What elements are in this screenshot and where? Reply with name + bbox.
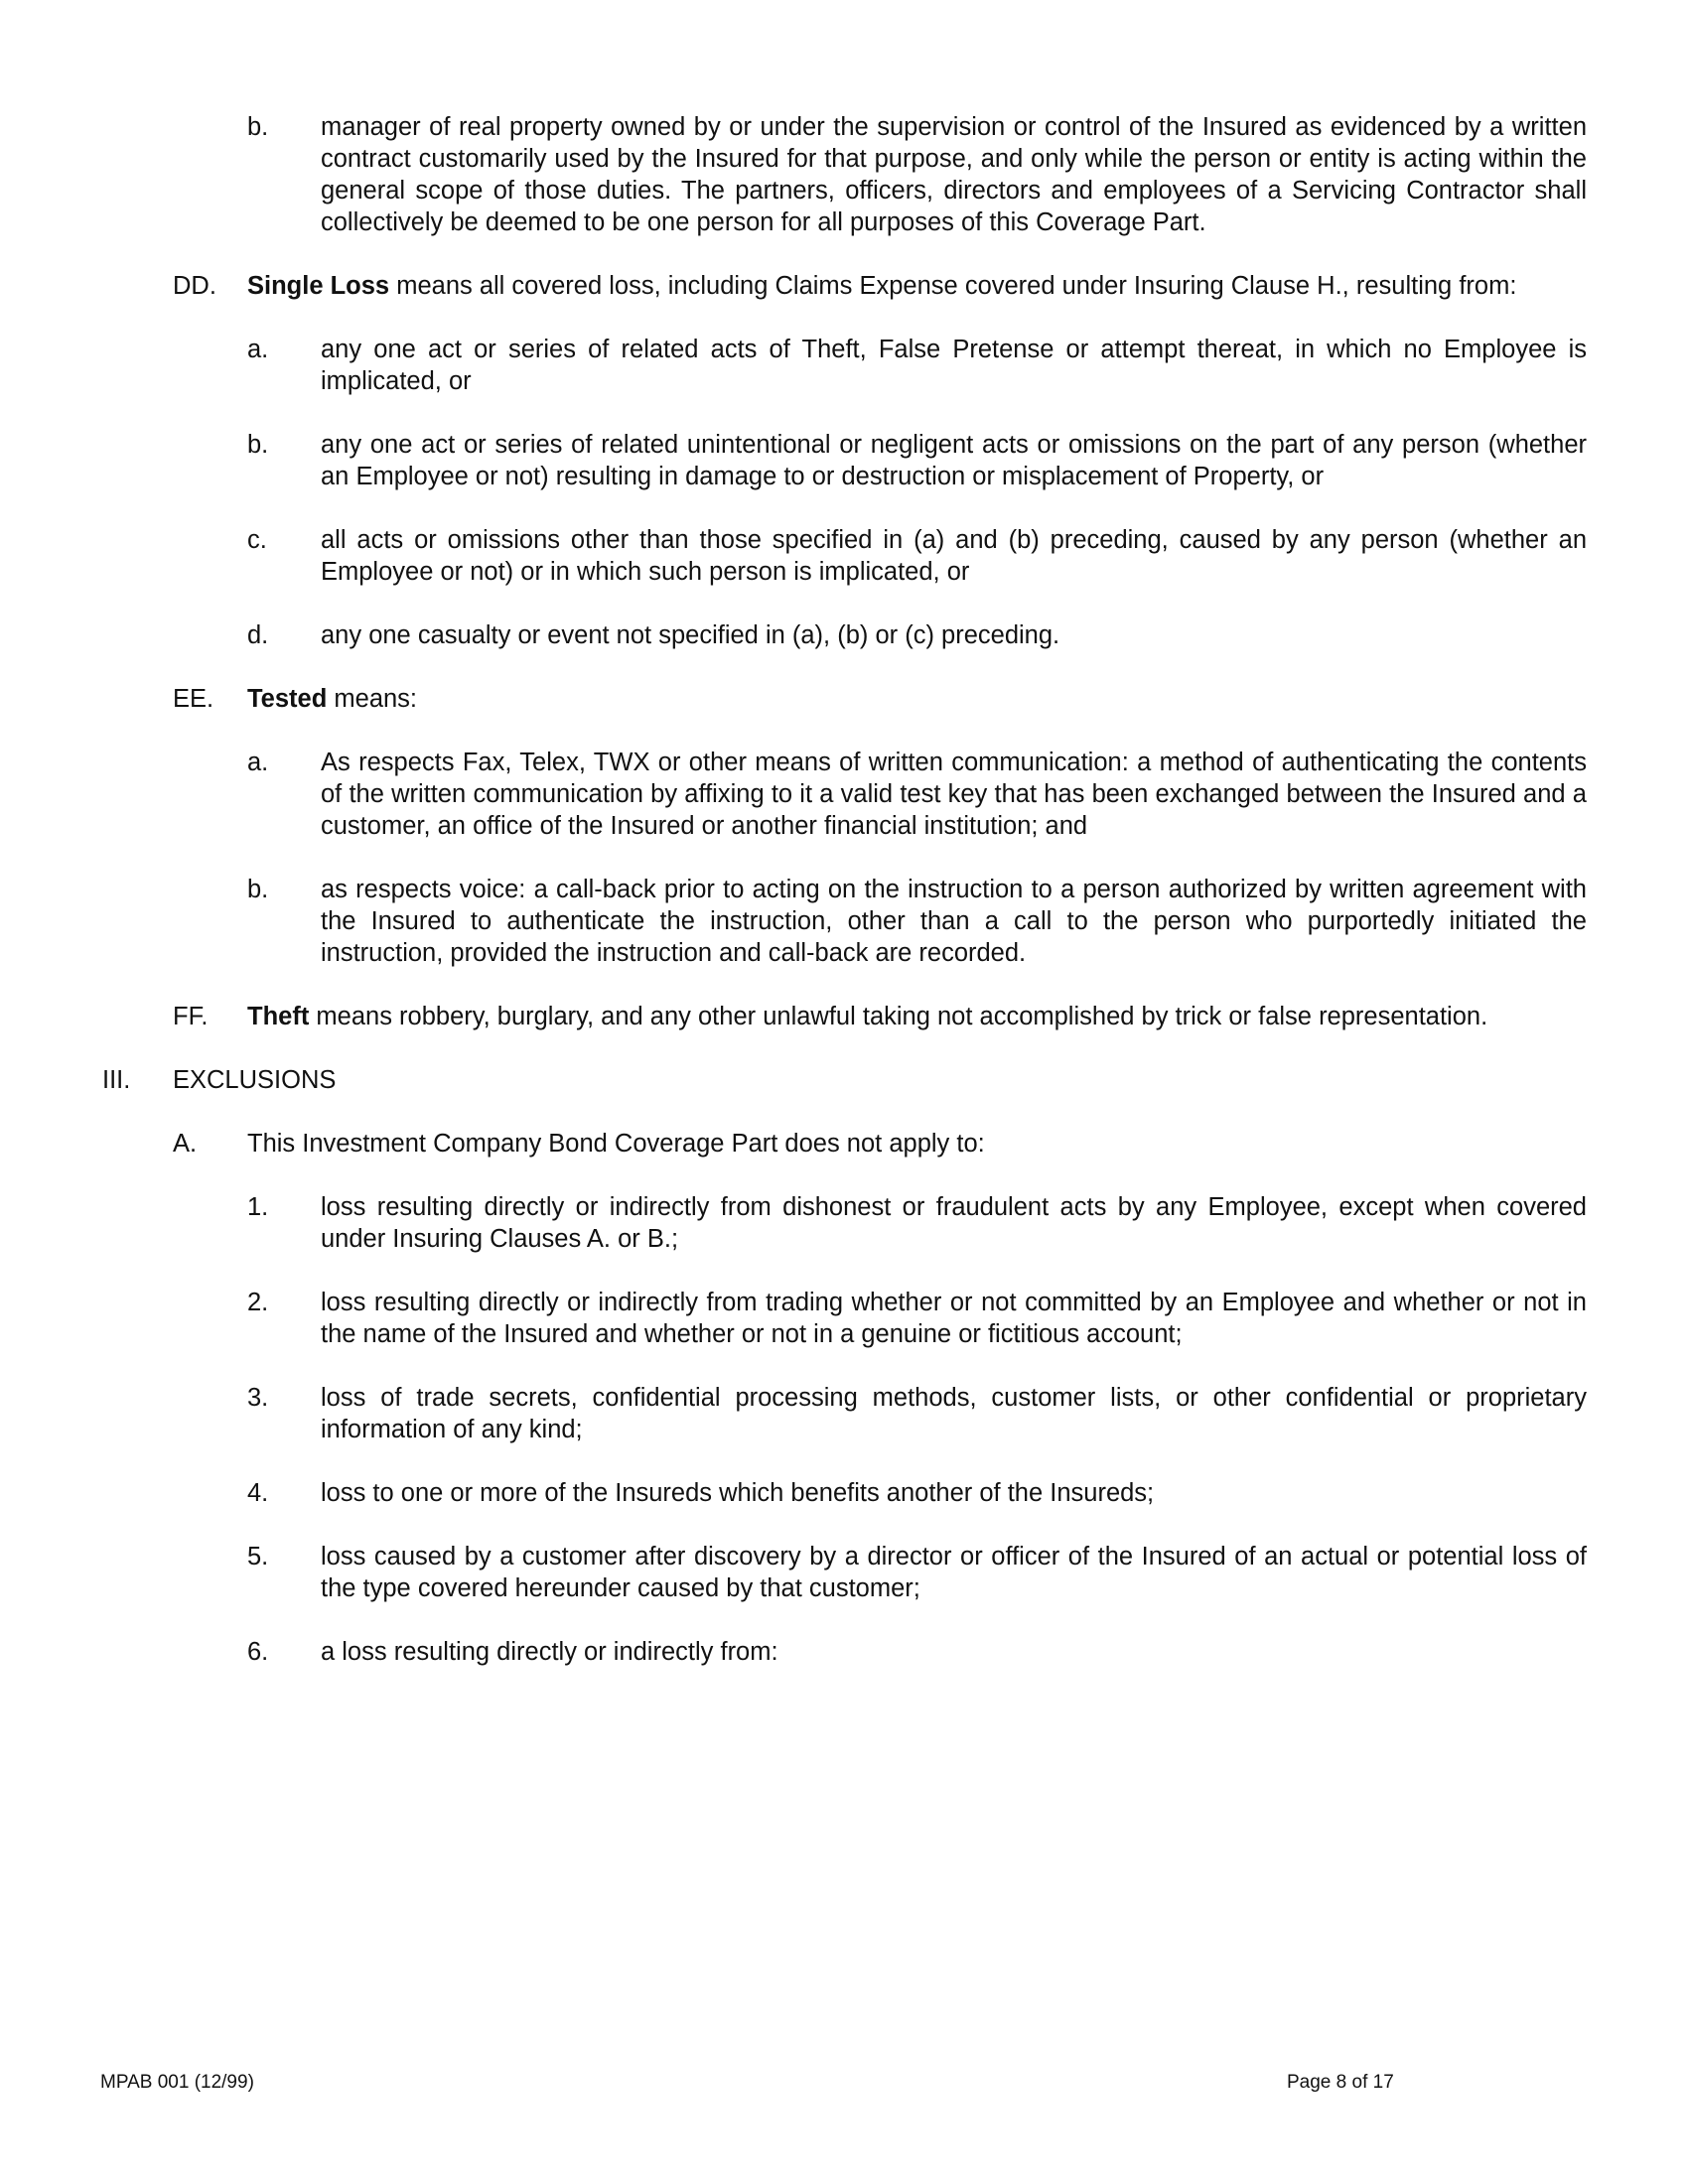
item-marker: 4. [247, 1479, 269, 1507]
item-text: loss to one or more of the Insureds which benefits another of the Insureds; [321, 1479, 1155, 1507]
definition-ee-tested [0, 683, 1688, 715]
item-marker: 2. [247, 1289, 269, 1316]
definition-dd-single-loss [0, 270, 1688, 302]
definition-body: means: [327, 685, 418, 713]
section-marker: III. [102, 1066, 131, 1094]
item-marker: 5. [247, 1543, 269, 1570]
exclusions-a [0, 1128, 1688, 1160]
definition-dd-item-b [0, 429, 1688, 492]
item-marker: 6. [247, 1638, 269, 1666]
item-marker: d. [247, 621, 269, 649]
item-text: any one casualty or event not specified in (a), (b) or (c) preceding. [321, 621, 1060, 649]
item-marker: b. [247, 876, 269, 903]
exclusion-item-6 [0, 1636, 1688, 1668]
definition-cc-item-b [0, 111, 1688, 238]
item-text: manager of real property owned by or under the supervision or control of the Insured as evidenced by a written contract customarily used by the Insured for that purpose, and only while the person or entity is acting within the general scope of those duties. The partners, officers, directors and employees of a Servicing Contractor shall collectively be deemed to be one person for all purposes of this Coverage Part. [321, 113, 1587, 236]
item-marker: b. [247, 113, 269, 141]
item-text: any one act or series of related acts of Theft, False Pretense or attempt thereat, in which no Employee is implicated, or [321, 336, 1587, 395]
item-marker: b. [247, 431, 269, 459]
item-text: loss resulting directly or indirectly from dishonest or fraudulent acts by any Employee, except when covered under Insuring Clauses A. or B.; [321, 1193, 1587, 1253]
item-text: As respects Fax, Telex, TWX or other means of written communication: a method of authenticating the contents of the written communication by affixing to it a valid test key that has been exchanged between the Insured and a customer, an office of the Insured or another financial institution; and [321, 749, 1587, 840]
definition-body: means all covered loss, including Claims Expense covered under Insuring Clause H., resulting from: [389, 272, 1517, 300]
definition-ee-item-b [0, 874, 1688, 969]
exclusion-item-3 [0, 1382, 1688, 1445]
exclusion-item-2 [0, 1287, 1688, 1350]
footer-page-number: Page 8 of 17 [1287, 2072, 1394, 2093]
definition-text [247, 270, 1587, 302]
definition-ee-item-a [0, 747, 1688, 842]
item-text: loss of trade secrets, confidential processing methods, customer lists, or other confidential or proprietary information of any kind; [321, 1384, 1587, 1443]
item-marker: c. [247, 526, 267, 554]
definition-text [247, 1001, 1587, 1032]
subsection-marker: A. [173, 1130, 198, 1158]
section-iii-exclusions [0, 1064, 1688, 1096]
item-text: as respects voice: a call-back prior to acting on the instruction to a person authorized by written agreement with the Insured to authenticate the instruction, other than a call to the person who purportedly initiated the instruction, provided the instruction and call-back are recorded. [321, 876, 1587, 967]
definition-marker: EE. [173, 685, 214, 713]
item-text: loss resulting directly or indirectly from trading whether or not committed by an Employee and whether or not in the name of the Insured and whether or not in a genuine or fictitious account; [321, 1289, 1587, 1348]
defined-term: Single Loss [247, 272, 390, 300]
item-marker: a. [247, 749, 269, 776]
item-text: any one act or series of related unintentional or negligent acts or omissions on the part of any person (whether an Employee or not) resulting in damage to or destruction or misplacement of Property, or [321, 431, 1587, 490]
definition-marker: DD. [173, 272, 216, 300]
defined-term: Tested [247, 685, 328, 713]
section-heading: EXCLUSIONS [173, 1066, 337, 1094]
definition-dd-item-a [0, 334, 1688, 397]
item-marker: 1. [247, 1193, 269, 1221]
exclusion-item-5 [0, 1541, 1688, 1604]
item-marker: a. [247, 336, 269, 363]
definition-marker: FF. [173, 1003, 209, 1030]
definition-text [247, 683, 1587, 715]
footer-form-number: MPAB 001 (12/99) [100, 2072, 254, 2093]
document-body [0, 111, 1688, 1700]
defined-term: Theft [247, 1003, 310, 1030]
definition-dd-item-c [0, 524, 1688, 588]
item-text: loss caused by a customer after discovery by a director or officer of the Insured of an actual or potential loss of the type covered hereunder caused by that customer; [321, 1543, 1587, 1602]
exclusion-item-4 [0, 1477, 1688, 1509]
definition-dd-item-d [0, 619, 1688, 651]
subsection-text: This Investment Company Bond Coverage Part does not apply to: [247, 1130, 985, 1158]
definition-body: means robbery, burglary, and any other unlawful taking not accomplished by trick or false representation. [309, 1003, 1488, 1030]
item-marker: 3. [247, 1384, 269, 1412]
item-text: all acts or omissions other than those specified in (a) and (b) preceding, caused by any person (whether an Employee or not) or in which such person is implicated, or [321, 526, 1587, 586]
exclusion-item-1 [0, 1191, 1688, 1255]
item-text: a loss resulting directly or indirectly from: [321, 1638, 778, 1666]
definition-ff-theft [0, 1001, 1688, 1032]
